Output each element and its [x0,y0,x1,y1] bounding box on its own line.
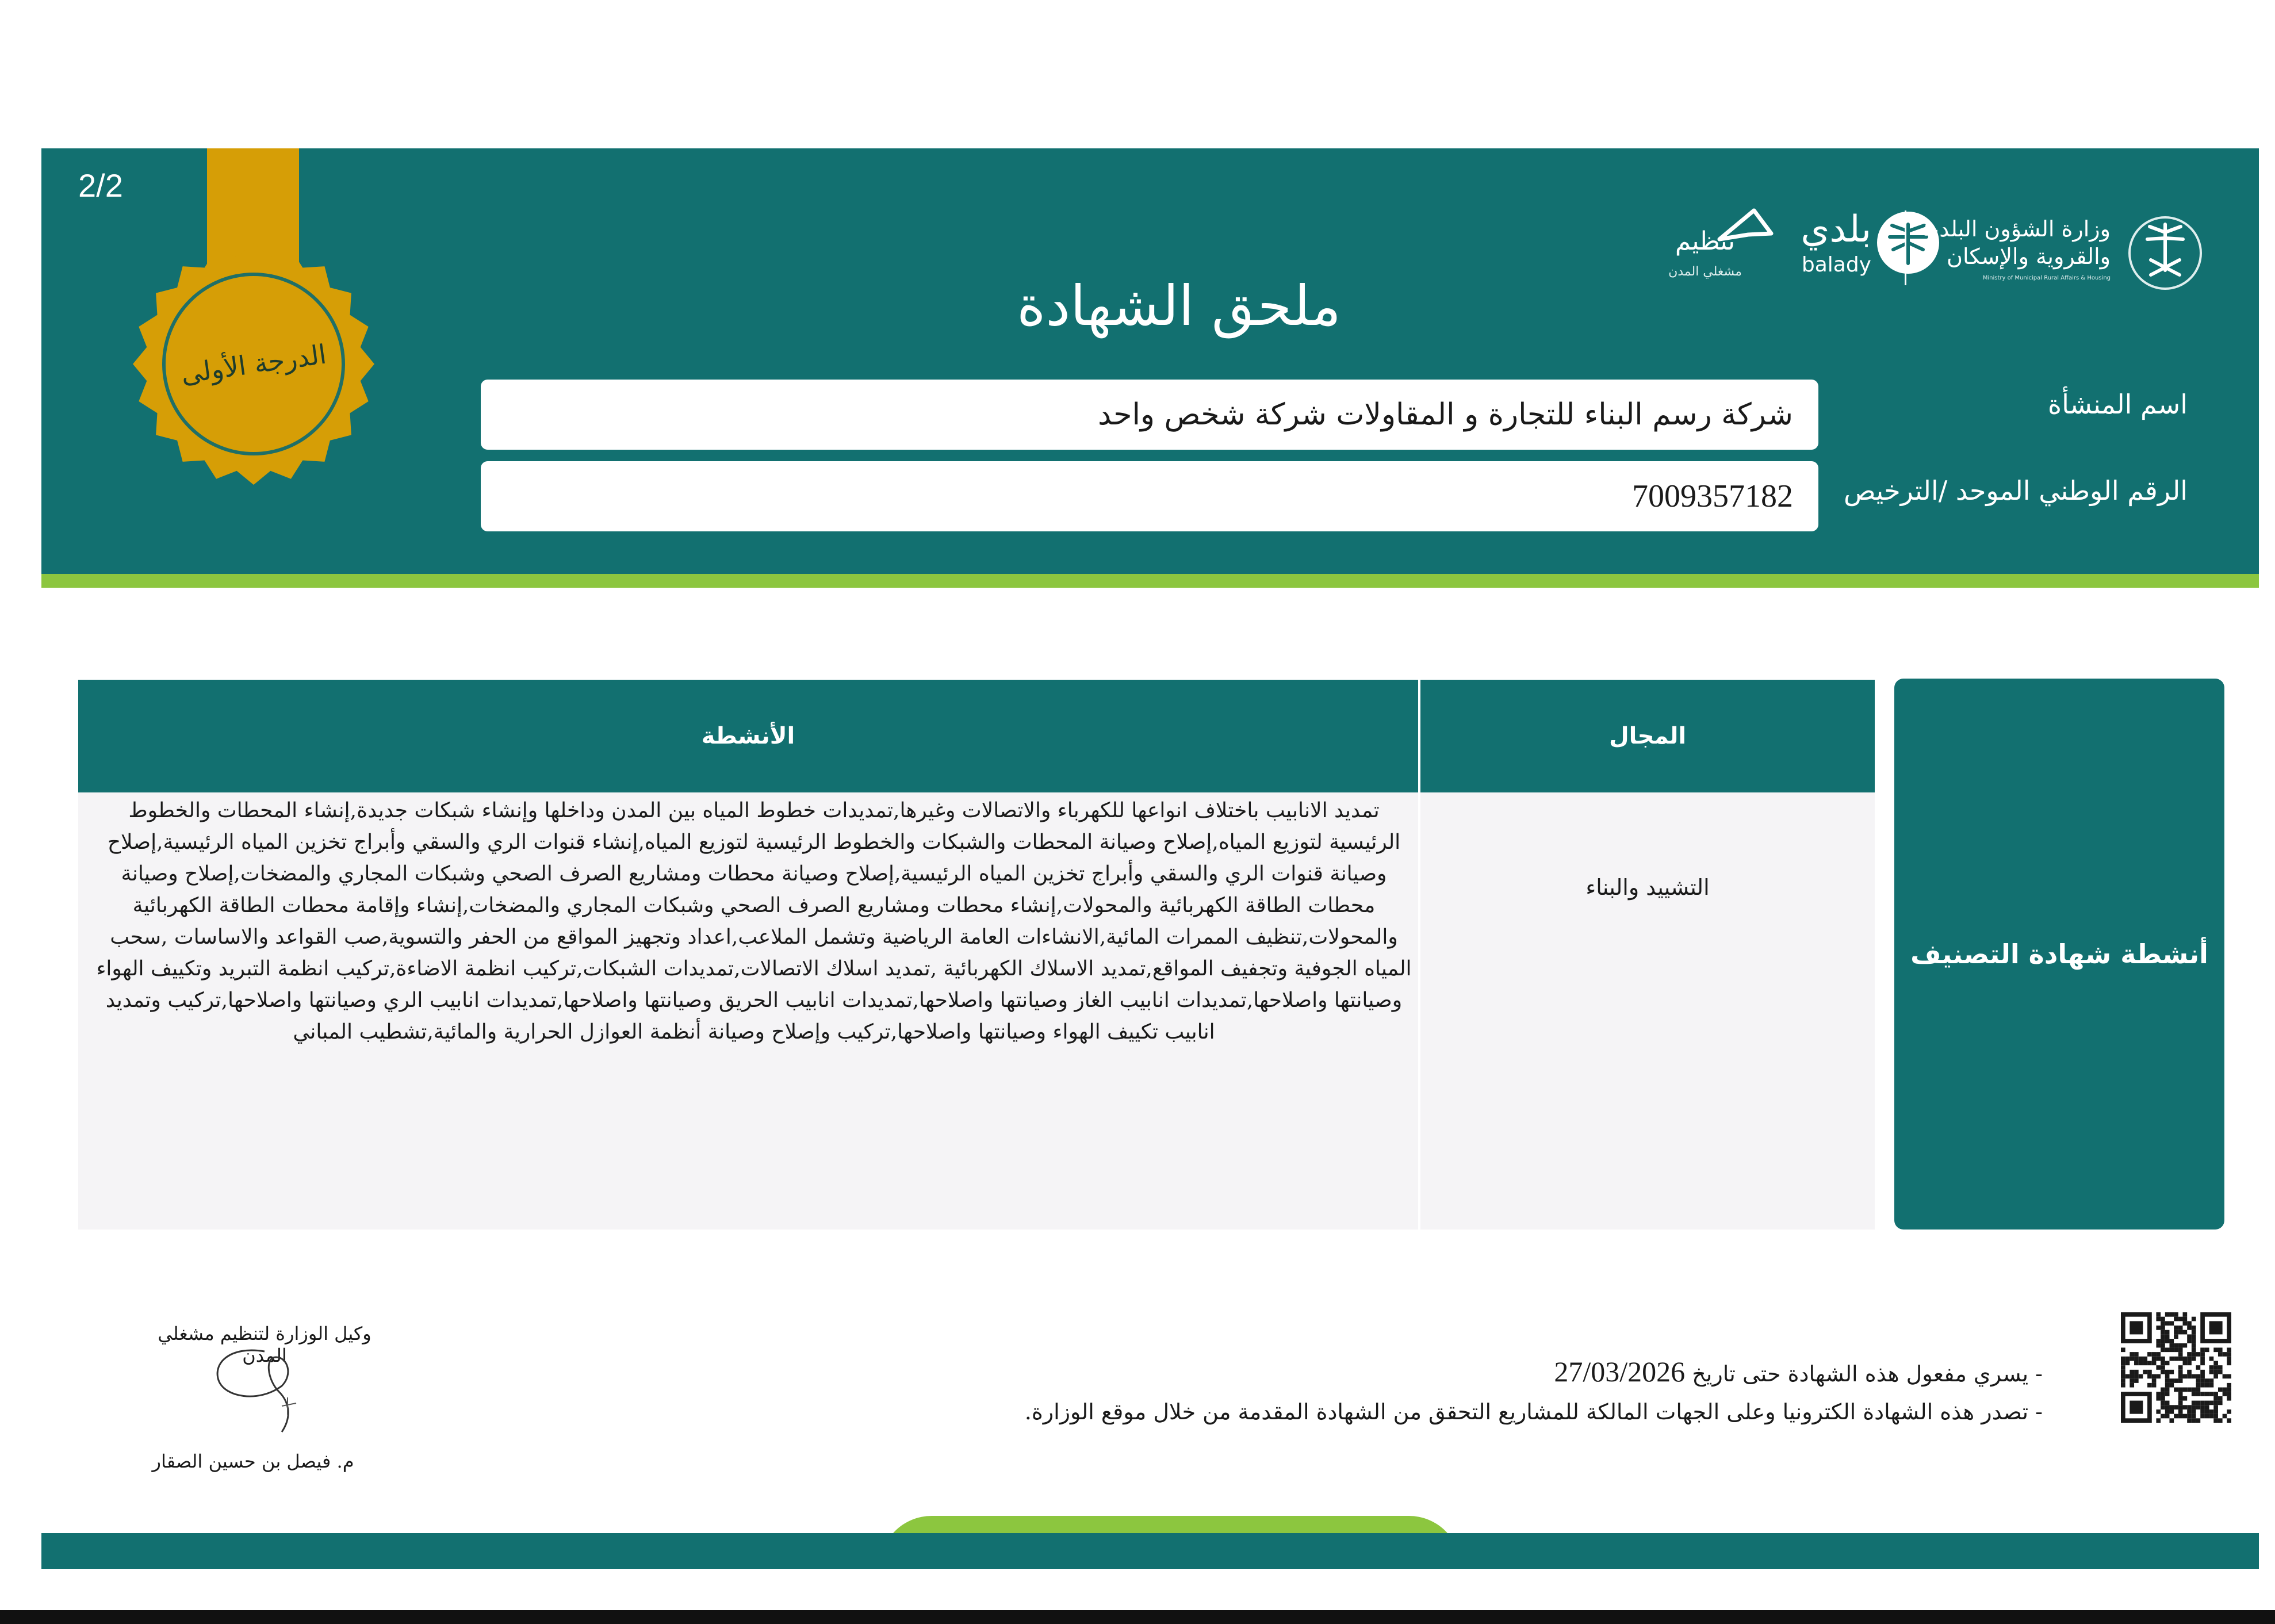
header-green-stripe [41,574,2259,588]
footer-band [41,1533,2259,1569]
logos-group [1633,196,2208,299]
ministry-logo-text: وزارة الشؤون البلدية والقروية والإسكان [1921,216,2111,269]
signature-mark [196,1340,334,1443]
balady-logo-arabic: بلدي [1801,208,1871,251]
balady-logo-english: balady [1801,253,1871,277]
validity-date: 27/03/2026 [1554,1355,1686,1388]
side-panel-label: أنشطة شهادة التصنيف [1910,939,2208,970]
grade-seal-icon [131,242,376,487]
grade-label: الدرجة الأولى [179,338,328,390]
field-cell: التشييد والبناء [1585,875,1710,900]
electronic-issue-note: - تصدر هذه الشهادة الكترونيا وعلى الجهات المالكة للمشاريع التحقق من الشهادة المقدمة من خلال موقع الوزارة. [1024,1399,2043,1424]
validity-note [748,1353,2043,1393]
logo-divider [1905,210,1906,285]
activities-cell: تمديد الانابيب باختلاف انواعها للكهرباء والاتصالات وغيرها,تمديدات خطوط المياه بين المدن وداخلها وإنشاء شبكات جديدة,إنشاء المحطات والخطوط الرئيسية لتوزيع المياه,إصلاح وصيانة المحطات والشبكات والخطوط الرئيسية لتوزيع المياه,إنشاء قنوات الري والسقي وأبراج تخزين المياه الرئيسية,إصلاح وصيانة قنوات الري والسقي وأبراج تخزين المياه الرئيسية,إصلاح وصيانة محطات ومشاريع الصرف الصحي وشبكات المجاري والمضخات,إصلاح وصيانة محطات الطاقة الكهربائية والمحولات,إنشاء محطات ومشاريع الصرف الصحي وشبكات المجاري والمضخات,إنشاء وإقامة محطات الطاقة الكهربائية والمحولات,تنظيف الممرات المائية,الانشاءات العامة الرياضية وتشمل الملاعب,اعداد وتجهيز المواقع من الحفر والتسوية,صب القواعد والاساسات ,سحب المياه الجوفية وتجفيف المواقع,تمديد الاسلاك الكهربائية ,تمديد اسلاك الاتصالات,تمديدات الشبكات,تركيب انظمة الاضاءة,تركيب انظمة التبريد وتكييف الهواء وصيانتها واصلاحها,تمديدات انابيب الغاز وصيانتها واصلاحها,تمديدات انابيب الحريق وصيانتها واصلاحها,تمديدات انابيب الري وصيانتها واصلاحها,تركيب وتمديد انابيب تكييف الهواء وصيانتها واصلاحها,تركيب وإصلاح وصيانة أنظمة العوازل الحرارية والمائية,تشطيب المباني [96,799,1412,1044]
signatory-title: وكيل الوزارة لتنظيم مشغلي المدن [158,1323,371,1366]
table-header-row [78,680,1875,792]
unified-number-value: 7009357182 [1632,478,1793,514]
page-number: 2/2 [78,167,123,204]
classification-activities-panel [1894,679,2224,1230]
page-bottom-edge [0,1610,2275,1624]
validity-note-text: - يسري مفعول هذه الشهادة حتى تاريخ [1692,1361,2043,1386]
establishment-name-label: اسم المنشأة [2048,389,2188,420]
unified-number-label: الرقم الوطني الموحد /الترخيص [1844,475,2188,506]
establishment-name-value: شركة رسم البناء للتجارة و المقاولات شركة شخص واحد [1098,397,1793,432]
ministry-palm-emblem-icon [2122,207,2208,293]
field-column-header: المجال [1608,723,1687,749]
unified-number-field [481,461,1818,531]
activities-table [78,680,1875,1230]
signatory-name: م. فيصل بن حسين الصقار [152,1450,354,1472]
ministry-logo-subtext: Ministry of Municipal Rural Affairs & Housing [1982,275,2111,281]
establishment-name-field [481,380,1818,450]
tanzeem-logo-text: تنظيم [1675,227,1736,256]
qr-code-icon [2121,1312,2231,1423]
page-title: ملحق الشهادة [1017,274,1341,338]
certificate-notes [748,1353,2043,1431]
activities-column-header: الأنشطة [701,723,795,749]
tanzeem-logo-subtext: مشغلي المدن [1668,265,1742,279]
